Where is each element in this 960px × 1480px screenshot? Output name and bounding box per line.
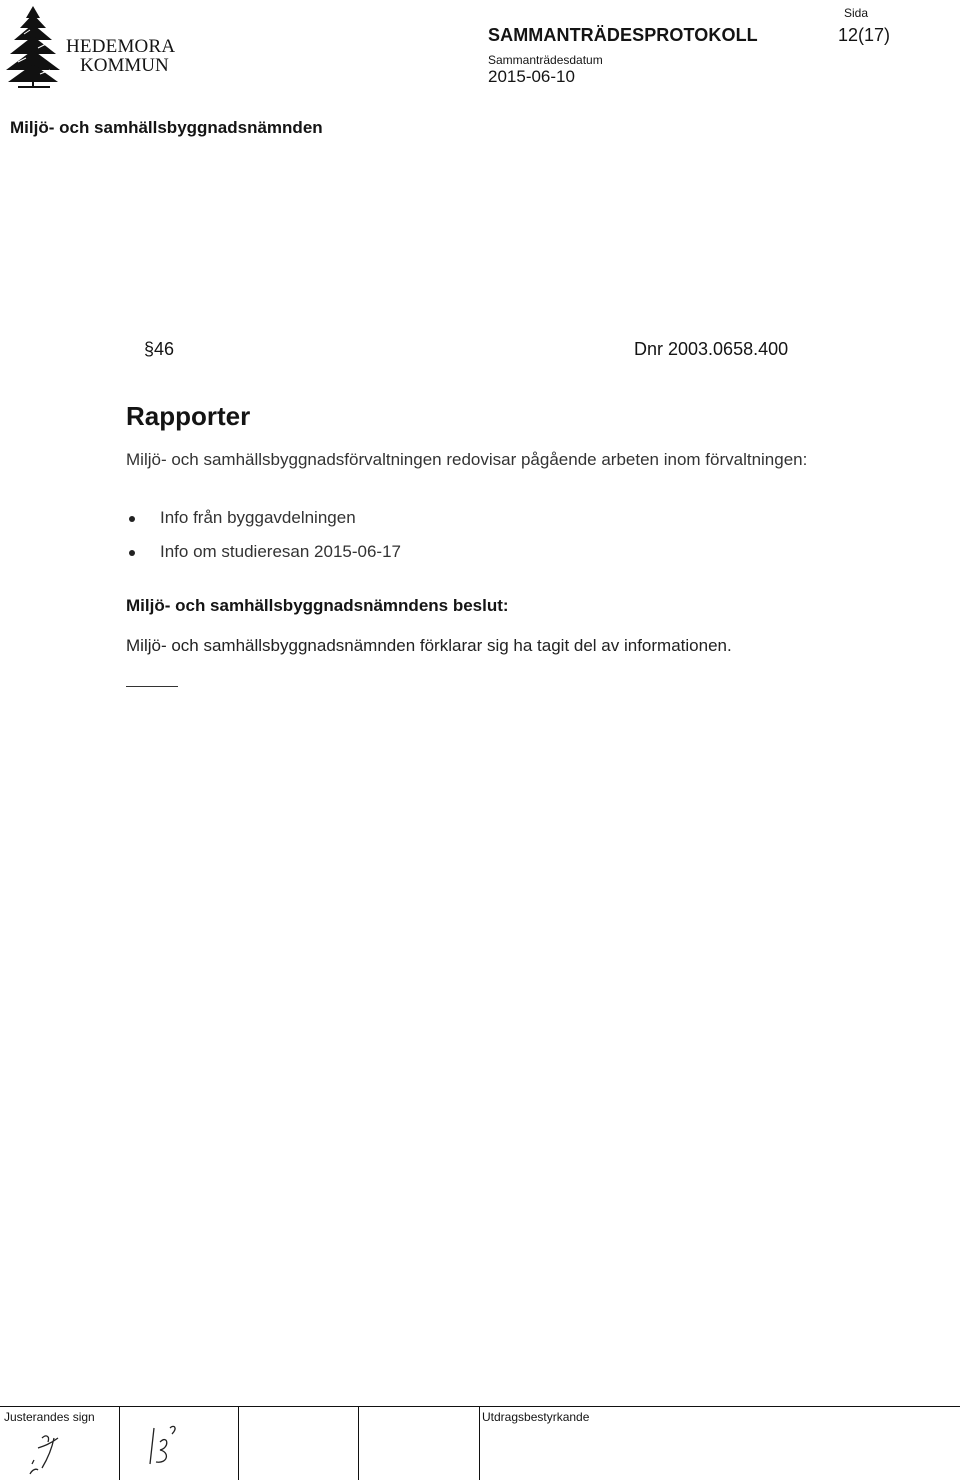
signature-initials-2-icon <box>140 1420 200 1480</box>
meeting-date-value: 2015-06-10 <box>488 67 575 86</box>
signature-box-divider <box>358 1406 359 1480</box>
utdragsbestyrkande-label: Utdragsbestyrkande <box>482 1410 590 1424</box>
signature-box-divider <box>119 1406 120 1480</box>
logo-org-line1: HEDEMORA <box>66 36 176 57</box>
justerandes-sign-label: Justerandes sign <box>4 1410 95 1424</box>
paragraph-number: §46 <box>144 339 175 359</box>
signature-box-divider <box>479 1406 480 1480</box>
meeting-date-label: Sammanträdesdatum <box>488 53 603 67</box>
decision-text: Miljö- och samhällsbyggnadsnämnden förklarar sig ha tagit del av informationen. <box>126 636 732 655</box>
paragraph-number-value: 46 <box>154 339 175 359</box>
page-label: Sida <box>844 6 869 20</box>
tree-logo-icon <box>4 4 64 90</box>
logo-org-line2: KOMMUN <box>80 55 169 76</box>
intro-paragraph: Miljö- och samhällsbyggnadsförvaltningen redovisar pågående arbeten inom förvaltningen: <box>126 450 808 469</box>
signature-initials-1-icon <box>20 1424 80 1480</box>
section-end-divider <box>126 686 178 687</box>
decision-heading: Miljö- och samhällsbyggnadsnämndens beslut: <box>126 596 509 615</box>
signature-box-divider <box>238 1406 239 1480</box>
diary-number: Dnr 2003.0658.400 <box>634 339 789 359</box>
report-list <box>126 506 401 574</box>
list-item: Info om studieresan 2015-06-17 <box>126 540 401 574</box>
page-number: 12(17) <box>838 25 891 45</box>
document-type-title: SAMMANTRÄDESPROTOKOLL <box>488 25 758 45</box>
list-item: Info från byggavdelningen <box>126 506 401 540</box>
committee-name: Miljö- och samhällsbyggnadsnämnden <box>10 118 323 137</box>
footer-divider <box>0 1406 960 1407</box>
section-heading: Rapporter <box>126 401 251 431</box>
